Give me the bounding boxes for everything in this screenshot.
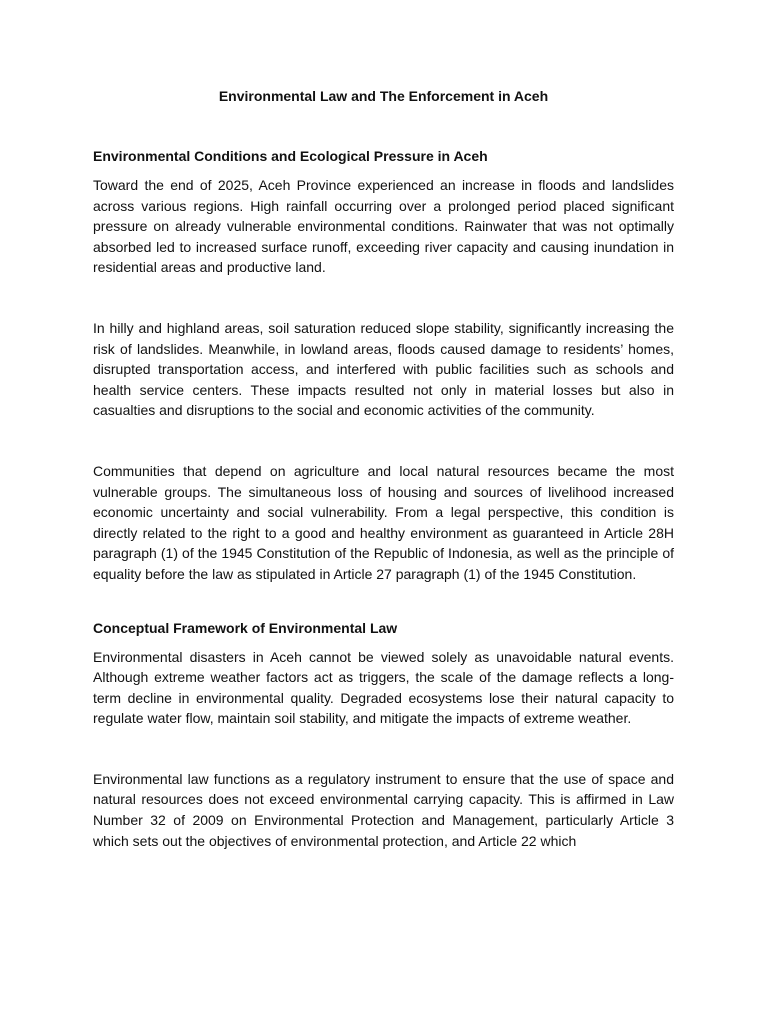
paragraph-spacer [93, 421, 674, 461]
section-heading-environmental-conditions: Environmental Conditions and Ecological Pressure in Aceh [93, 148, 488, 164]
paragraph-spacer [93, 729, 674, 769]
paragraph: Environmental disasters in Aceh cannot be viewed solely as unavoidable natural events. Although extreme weather factors act as triggers, the scale of the damage reflects a long-term decline in environmental quality. Degraded ecosystems lose their natural capacity to regulate water flow, maintain soil stability, and mitigate the impacts of extreme weather. [93, 648, 674, 727]
paragraph-spacer [93, 278, 674, 318]
paragraph: Environmental law functions as a regulatory instrument to ensure that the use of space and natural resources does not exceed environmental carrying capacity. This is affirmed in Law Number 32 of 2009 on Environmental Protection and Management, particularly Article 3 which sets out the objectives of environmental protection, and Article 22 which [93, 770, 674, 849]
paragraph: Communities that depend on agriculture and local natural resources became the most vulnerable groups. The simultaneous loss of housing and sources of livelihood increased economic uncertainty and social vulnerability. From a legal perspective, this condition is directly related to the right to a good and healthy environment as guaranteed in Article 28H paragraph (1) of the 1945 Constitution of the Republic of Indonesia, as well as the principle of equality before the law as stipulated in Article 27 paragraph (1) of the 1945 Constitution. [93, 462, 674, 582]
section-spacer [93, 585, 674, 618]
document-title: Environmental Law and The Enforcement in Aceh [218, 88, 549, 104]
section-heading-conceptual-framework: Conceptual Framework of Environmental Law [93, 619, 398, 636]
document-body [93, 86, 674, 851]
paragraph: Toward the end of 2025, Aceh Province experienced an increase in floods and landslides across various regions. High rainfall occurring over a prolonged period placed significant pressure on already vulnerable environmental conditions. Rainwater that was not optimally absorbed led to increased surface runoff, exceeding river capacity and causing inundation in residential areas and productive land. [93, 177, 674, 276]
paragraph: In hilly and highland areas, soil saturation reduced slope stability, significantly increasing the risk of landslides. Meanwhile, in lowland areas, floods caused damage to residents’ homes, disrupted transportation access, and interfered with public facilities such as schools and health service centers. These impacts resulted not only in material losses but also in casualties and disruptions to the social and economic activities of the community. [93, 319, 674, 419]
